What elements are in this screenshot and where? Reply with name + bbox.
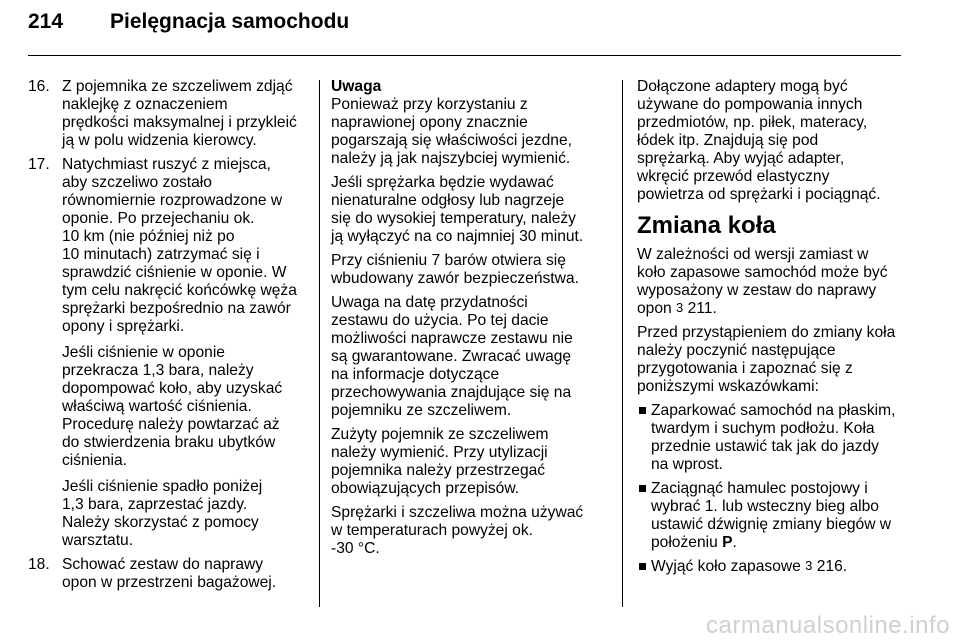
text-line: na informacje dotyczące <box>331 366 500 383</box>
paragraph <box>331 174 606 246</box>
list-item-18 <box>28 556 306 592</box>
text-line: obowiązujących przepisów. <box>331 480 520 497</box>
text-line: do stwierdzenia braku ubytków <box>62 434 276 451</box>
text-line: Jeśli ciśnienie w oponie <box>62 344 225 361</box>
text-line <box>637 300 907 318</box>
bullet-item <box>637 558 907 576</box>
sub-paragraph <box>62 344 306 470</box>
paragraph <box>331 96 606 168</box>
text-line: twardym i suchym podłożu. Koła <box>651 420 875 437</box>
text-line: opony i sprężarki. <box>62 318 185 335</box>
text-line: dopompować koło, aby uzyskać <box>62 380 283 397</box>
text-line: Procedurę należy powtarzać aż <box>62 416 280 433</box>
text-line <box>651 534 907 552</box>
text-line: Schować zestaw do naprawy <box>62 556 264 573</box>
paragraph <box>331 294 606 420</box>
text-line: Ponieważ przy korzystaniu z <box>331 96 528 113</box>
text-line: ustawić dźwignię zmiany biegów w <box>651 516 892 533</box>
gear-position-label: P <box>722 534 733 551</box>
paragraph <box>637 78 907 204</box>
text-line: pogarszają się właściwości jezdne, <box>331 132 572 149</box>
text-line: tym celu nakręcić końcówkę węża <box>62 282 297 299</box>
text-line: używane do pompowania innych <box>637 96 863 113</box>
page-reference-icon: 3 <box>805 558 813 573</box>
text-line: 10 km (nie później niż po <box>62 228 235 245</box>
bullet-square-icon <box>639 485 646 492</box>
text-line: oponie. Po przejechaniu ok. <box>62 210 255 227</box>
text-line: Uwaga na datę przydatności <box>331 294 528 311</box>
text-line: sprawdzić ciśnienie w oponie. W <box>62 264 287 281</box>
text-line: należy ją jak najszybciej wymienić. <box>331 150 571 167</box>
text-line: Zaciągnąć hamulec postojowy i <box>651 480 868 497</box>
text-line: Przy ciśnieniu 7 barów otwiera się <box>331 252 566 269</box>
text-span: położeniu <box>651 534 718 551</box>
header-rule <box>28 55 901 56</box>
text-line: równomiernie rozprowadzone w <box>62 192 283 209</box>
text-line: Jeśli ciśnienie spadło poniżej <box>62 478 263 495</box>
column-left <box>28 78 306 598</box>
text-line: przednie ustawić tak jak do jazdy <box>651 438 879 455</box>
item-number: 18. <box>28 556 50 573</box>
text-line: W zależności od wersji zamiast w <box>637 246 869 263</box>
text-line: wbudowany zawór bezpieczeństwa. <box>331 270 579 287</box>
watermark: carmanualsonline.info <box>706 612 950 639</box>
text-line: opon w przestrzeni bagażowej. <box>62 574 277 591</box>
text-line: właściwą wartość ciśnienia. <box>62 398 252 415</box>
page-reference[interactable]: 216. <box>816 558 848 575</box>
bullet-item <box>637 402 907 474</box>
text-line: przygotowania i zapoznać się z <box>637 360 853 377</box>
page-number: 214 <box>28 10 64 33</box>
column-right <box>637 78 907 582</box>
text-line: Z pojemnika ze szczeliwem zdjąć <box>62 78 293 95</box>
column-divider-2 <box>622 80 623 607</box>
paragraph <box>331 504 606 558</box>
paragraph <box>637 324 907 396</box>
text-line: wybrać 1. lub wsteczny bieg albo <box>651 498 879 515</box>
text-line: Jeśli sprężarka będzie wydawać <box>331 174 554 191</box>
list-item-17 <box>28 156 306 550</box>
column-divider-1 <box>319 80 320 607</box>
text-line: przedmiotów, np. piłek, materacy, <box>637 114 868 131</box>
text-span: Wyjąć koło zapasowe <box>651 558 801 575</box>
text-line: zestawu do użycia. Po tej dacie <box>331 312 549 329</box>
text-line: naklejkę z oznaczeniem <box>62 96 228 113</box>
page-reference[interactable]: 211. <box>687 300 717 317</box>
text-line: Przed przystąpieniem do zmiany koła <box>637 324 896 341</box>
text-line: pojemnika należy przestrzegać <box>331 462 546 479</box>
text-line: na wprost. <box>651 456 723 473</box>
text-line: Zaparkować samochód na płaskim, <box>651 402 896 419</box>
text-line: Natychmiast ruszyć z miejsca, <box>62 156 271 173</box>
text-span: . <box>732 534 737 551</box>
paragraph <box>331 252 606 288</box>
text-span: opon <box>637 300 672 317</box>
text-line: Sprężarki i szczeliwa można używać <box>331 504 584 521</box>
text-line: łódek itp. Znajdują się pod <box>637 132 819 149</box>
bullet-square-icon <box>639 563 646 570</box>
text-line: poniższymi wskazówkami: <box>637 378 819 395</box>
text-line: 1,3 bara, zaprzestać jazdy. <box>62 496 248 513</box>
bullet-square-icon <box>639 407 646 414</box>
text-line <box>651 558 907 576</box>
text-line: aby szczeliwo zostało <box>62 174 212 191</box>
note-heading: Uwaga <box>331 78 382 95</box>
text-line: koło zapasowe samochód może być <box>637 264 888 281</box>
text-line: sprężarką. Aby wyjąć adapter, <box>637 150 845 167</box>
item-number: 16. <box>28 78 50 95</box>
text-line: należy poczynić następujące <box>637 342 836 359</box>
text-line: pojemniku ze szczeliwem. <box>331 402 512 419</box>
section-heading: Zmiana koła <box>637 212 776 239</box>
text-line: prędkości maksymalnej i przykleić <box>62 114 297 131</box>
text-line: ciśnienia. <box>62 452 128 469</box>
text-line: wkręcić przewód elastyczny <box>637 168 830 185</box>
sub-paragraph <box>62 478 306 550</box>
text-line: -30 °C. <box>331 540 380 557</box>
text-line: przekracza 1,3 bara, należy <box>62 362 254 379</box>
text-line: ją w polu widzenia kierowcy. <box>62 132 257 149</box>
column-middle <box>331 78 606 564</box>
paragraph <box>637 246 907 318</box>
text-line: Dołączone adaptery mogą być <box>637 78 848 95</box>
text-line: są gwarantowane. Zwracać uwagę <box>331 348 572 365</box>
item-number: 17. <box>28 156 50 173</box>
text-line: 10 minutach) zatrzymać się i <box>62 246 260 263</box>
text-line: nienaturalne odgłosy lub nagrzeje <box>331 192 565 209</box>
text-line: Zużyty pojemnik ze szczeliwem <box>331 426 549 443</box>
text-line: warsztatu. <box>62 532 134 549</box>
text-line: w temperaturach powyżej ok. <box>331 522 533 539</box>
text-line: Należy skorzystać z pomocy <box>62 514 259 531</box>
paragraph <box>331 426 606 498</box>
list-item-16 <box>28 78 306 150</box>
text-line: możliwości naprawcze zestawu nie <box>331 330 573 347</box>
page-reference-icon: 3 <box>676 300 684 315</box>
text-line: powietrza od sprężarki i pociągnąć. <box>637 186 881 203</box>
text-line: wyposażony w zestaw do naprawy <box>637 282 877 299</box>
text-line: naprawionej opony znacznie <box>331 114 528 131</box>
text-line: sprężarki bezpośrednio na zawór <box>62 300 291 317</box>
text-line: ją wyłączyć na co najmniej 30 minut. <box>331 228 584 245</box>
text-line: się do wysokiej temperatury, należy <box>331 210 576 227</box>
page-title: Pielęgnacja samochodu <box>110 10 350 33</box>
text-line: przechowywania znajdujące się na <box>331 384 572 401</box>
text-line: należy wymienić. Przy utylizacji <box>331 444 548 461</box>
bullet-item <box>637 480 907 552</box>
